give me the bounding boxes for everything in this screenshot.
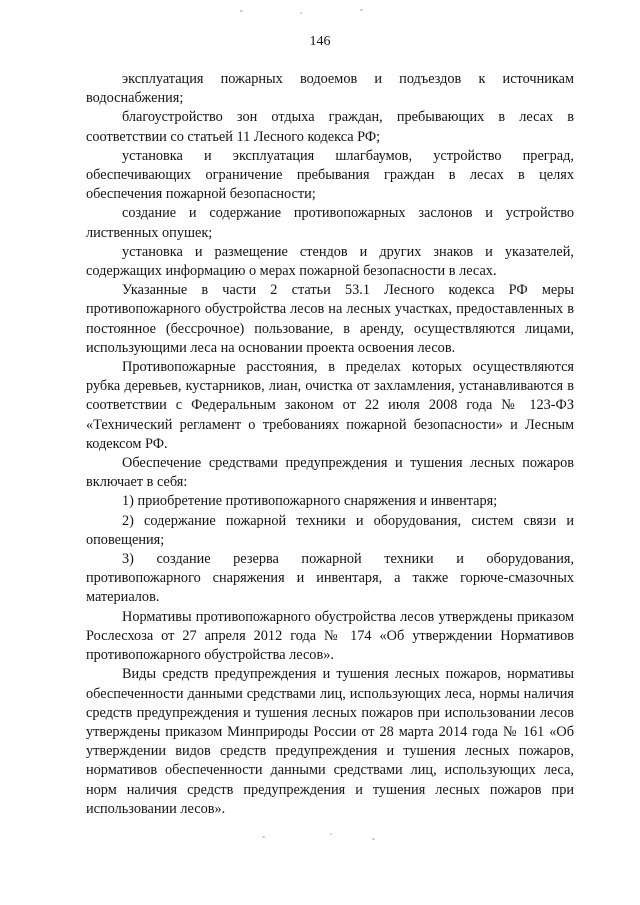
list-item-3: 3) создание резерва пожарной техники и оборудования, противопожарного снаряжения и инвентаря, а также горюче-смазочных материалов. — [86, 551, 574, 606]
page-number: 146 — [309, 34, 331, 49]
paragraph-fire-screens: создание и содержание противопожарных заслонов и устройство лиственных опушек; — [86, 205, 574, 241]
paragraph-barriers: установка и эксплуатация шлагбаумов, устройство преград, обеспечивающих ограничение пребывания граждан в лесах в целях обеспечения пожарной безопасности; — [86, 147, 574, 203]
list-item-2: 2) содержание пожарной техники и оборудования, систем связи и оповещения; — [86, 512, 574, 548]
paragraph-stands-signs: установка и размещение стендов и других знаков и указателей, содержащих информацию о мерах пожарной безопасности в лесах. — [86, 243, 574, 280]
scan-artifact-bottom — [262, 836, 265, 838]
scan-artifact-bottom-3 — [372, 838, 375, 840]
document-body — [86, 70, 574, 819]
paragraph-provision-intro: Обеспечение средствами предупреждения и тушения лесных пожаров включает в себя: — [86, 455, 574, 491]
paragraph-minprirody-order: Виды средств предупреждения и тушения лесных пожаров, нормативы обеспеченности данными средствами лиц, использующих леса, нормы наличия средств предупреждения и тушения лесных пожаров при использовании лесов утверждены приказом Минприроды России от 28 марта 2014 года № 161 «Об утверждении видов средств предупреждения и тушения лесных пожаров, нормативов обеспеченности данными средствами лиц, использующих леса, норм наличия средств предупреждения и тушения лесных пожаров при использовании лесов». — [86, 666, 574, 817]
scan-artifact-top — [240, 10, 243, 12]
paragraph-fire-reservoirs: эксплуатация пожарных водоемов и подъездов к источникам водоснабжения; — [86, 71, 574, 107]
paragraph-recreation-zones: благоустройство зон отдыха граждан, пребывающих в лесах в соответствии со статьей 11 Лесного кодекса РФ; — [86, 109, 574, 145]
paragraph-article-53-1: Указанные в части 2 статьи 53.1 Лесного кодекса РФ меры противопожарного обустройства лесов на лесных участках, предоставленных в постоянное (бессрочное) пользование, в аренду, осуществляются лицами, использующими леса на основании проекта освоения лесов. — [86, 282, 574, 356]
list-item-1: 1) приобретение противопожарного снаряжения и инвентаря; — [122, 493, 498, 510]
paragraph-rosleshoz-order: Нормативы противопожарного обустройства лесов утверждены приказом Рослесхоза от 27 апреля 2012 года № 174 «Об утверждении Нормативов противопожарного обустройства лесов». — [86, 608, 574, 664]
paragraph-fire-distances: Противопожарные расстояния, в пределах которых осуществляются рубка деревьев, кустарников, лиан, очистка от захламления, устанавливаются в соответствии с Федеральным законом от 22 июля 2008 года № 123-ФЗ «Технический регламент о требованиях пожарной безопасности» и Лесным кодексом РФ. — [86, 359, 574, 452]
scan-artifact-bottom-2 — [330, 833, 332, 835]
scan-artifact-top-2 — [300, 12, 302, 14]
scan-artifact-top-3 — [360, 9, 363, 11]
